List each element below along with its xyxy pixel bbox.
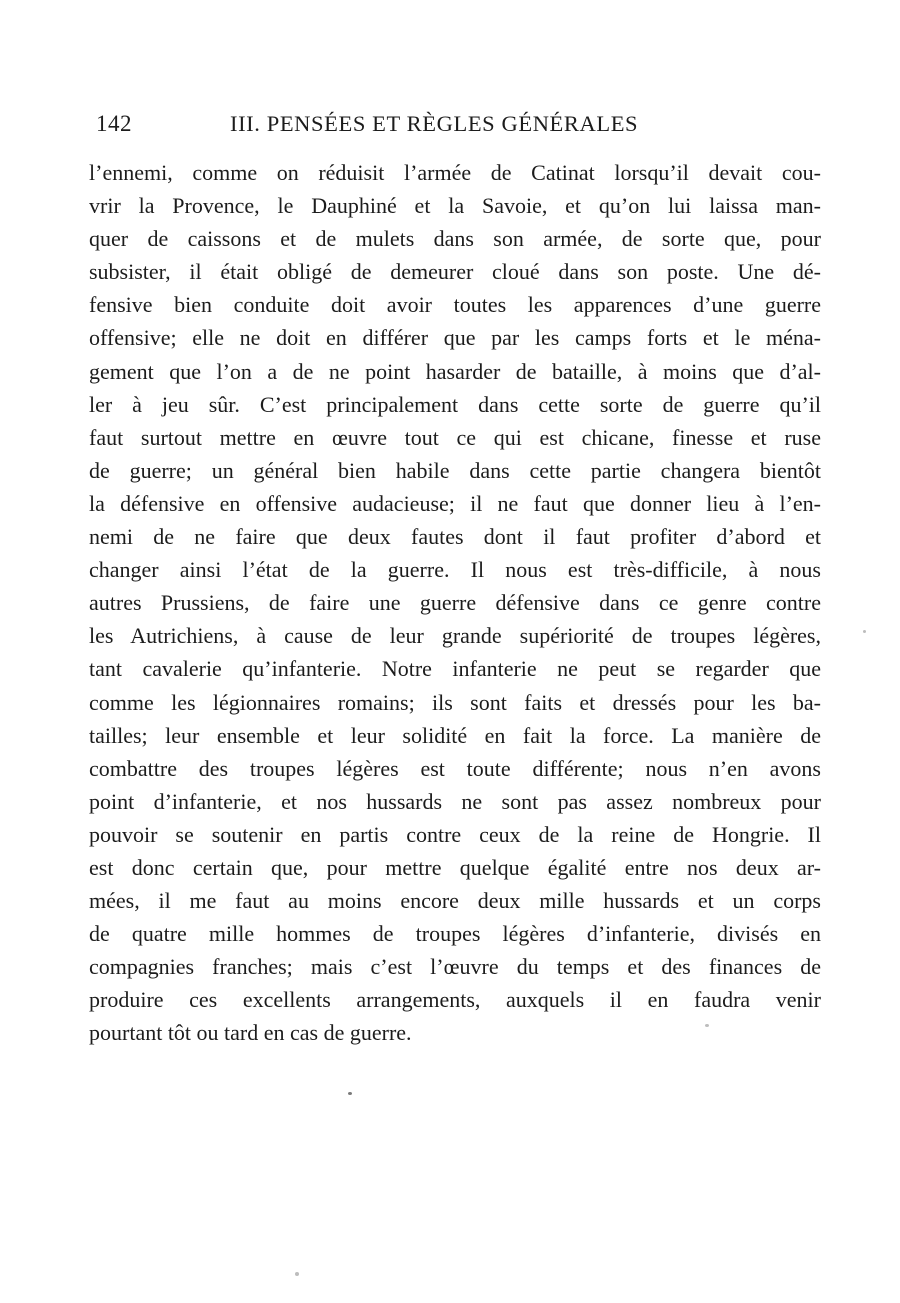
- text-line: pouvoir se soutenir en partis contre ceux de la reine de Hongrie. Il: [89, 821, 821, 847]
- text-line: tailles; leur ensemble et leur solidité en fait la force. La manière de: [89, 722, 821, 748]
- print-speck: [295, 1272, 299, 1276]
- text-line: nemi de ne faire que deux fautes dont il faut profiter d’abord et: [89, 524, 821, 550]
- text-line: comme les légionnaires romains; ils sont faits et dressés pour les ba-: [89, 689, 821, 715]
- text-line: compagnies franches; mais c’est l’œuvre du temps et des finances de: [89, 954, 821, 980]
- running-head: [96, 111, 816, 141]
- text-line: gement que l’on a de ne point hasarder de bataille, à moins que d’al-: [89, 358, 821, 384]
- print-speck: [863, 630, 866, 633]
- text-line: produire ces excellents arrangements, auxquels il en faudra venir: [89, 987, 821, 1013]
- text-line: combattre des troupes légères est toute différente; nous n’en avons: [89, 755, 821, 781]
- text-line: point d’infanterie, et nos hussards ne sont pas assez nombreux pour: [89, 788, 821, 814]
- text-line: vrir la Provence, le Dauphiné et la Savoie, et qu’on lui laissa man-: [89, 193, 821, 219]
- text-line: autres Prussiens, de faire une guerre défensive dans ce genre contre: [89, 590, 821, 616]
- section-title: III. PENSÉES ET RÈGLES GÉNÉRALES: [230, 111, 639, 136]
- body-text: [89, 156, 821, 1050]
- text-line: la défensive en offensive audacieuse; il ne faut que donner lieu à l’en-: [89, 490, 821, 516]
- text-line: changer ainsi l’état de la guerre. Il nous est très-difficile, à nous: [89, 557, 821, 583]
- print-speck: [348, 1092, 352, 1095]
- text-line: de quatre mille hommes de troupes légères d’infanterie, divisés en: [89, 921, 821, 947]
- text-line: fensive bien conduite doit avoir toutes les apparences d’une guerre: [89, 292, 821, 318]
- text-line: mées, il me faut au moins encore deux mille hussards et un corps: [89, 888, 821, 914]
- text-line: subsister, il était obligé de demeurer cloué dans son poste. Une dé-: [89, 259, 821, 285]
- text-line: faut surtout mettre en œuvre tout ce qui est chicane, finesse et ruse: [89, 424, 821, 450]
- text-line: l’ennemi, comme on réduisit l’armée de Catinat lorsqu’il devait cou-: [89, 160, 821, 185]
- text-line: ler à jeu sûr. C’est principalement dans cette sorte de guerre qu’il: [89, 391, 821, 417]
- text-line: offensive; elle ne doit en différer que par les camps forts et le ména-: [89, 325, 821, 351]
- print-speck: [705, 1024, 709, 1027]
- page-number: 142: [96, 111, 132, 136]
- text-line: est donc certain que, pour mettre quelque égalité entre nos deux ar-: [89, 854, 821, 880]
- text-line-last: pourtant tôt ou tard en cas de guerre.: [89, 1020, 412, 1046]
- text-line: de guerre; un général bien habile dans cette partie changera bientôt: [89, 457, 821, 483]
- text-line: quer de caissons et de mulets dans son armée, de sorte que, pour: [89, 226, 821, 252]
- text-line: les Autrichiens, à cause de leur grande supériorité de troupes légères,: [89, 623, 821, 649]
- text-line: tant cavalerie qu’infanterie. Notre infanterie ne peut se regarder que: [89, 656, 821, 682]
